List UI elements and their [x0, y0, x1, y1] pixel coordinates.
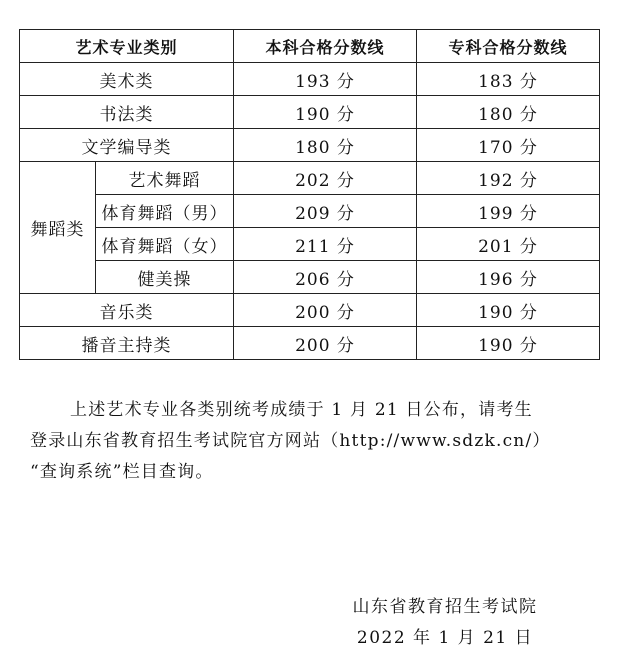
bachelor-score-cell: 202 分: [234, 162, 417, 195]
bachelor-score-cell: 193 分: [234, 63, 417, 96]
notice-line: 登录山东省教育招生考试院官方网站（http://www.sdzk.cn/）: [30, 431, 551, 451]
dance-category-cell: 舞蹈类: [20, 162, 96, 294]
notice-paragraph: [30, 395, 610, 488]
table-row: [20, 63, 600, 96]
bachelor-score-cell: 206 分: [234, 261, 417, 294]
junior-score-cell: 199 分: [417, 195, 600, 228]
table-row: [20, 129, 600, 162]
subcategory-cell: 体育舞蹈（男）: [96, 195, 234, 228]
table-row: [20, 96, 600, 129]
passing-score-table: [19, 29, 600, 360]
category-cell: 文学编导类: [20, 129, 234, 162]
bachelor-score-cell: 180 分: [234, 129, 417, 162]
bachelor-score-cell: 190 分: [234, 96, 417, 129]
header-bachelor-score: 本科合格分数线: [234, 30, 417, 63]
bachelor-score-cell: 209 分: [234, 195, 417, 228]
table-row: [20, 261, 600, 294]
table-row: [20, 228, 600, 261]
header-junior-score: 专科合格分数线: [417, 30, 600, 63]
signature-block: [330, 592, 560, 654]
category-cell: 音乐类: [20, 294, 234, 327]
category-cell: 播音主持类: [20, 327, 234, 360]
notice-line: 上述艺术专业各类别统考成绩于 1 月 21 日公布，请考生: [70, 400, 533, 420]
bachelor-score-cell: 200 分: [234, 294, 417, 327]
junior-score-cell: 201 分: [417, 228, 600, 261]
issuing-organization: 山东省教育招生考试院: [352, 597, 538, 617]
junior-score-cell: 190 分: [417, 327, 600, 360]
header-category: 艺术专业类别: [20, 30, 234, 63]
subcategory-cell: 艺术舞蹈: [96, 162, 234, 195]
junior-score-cell: 180 分: [417, 96, 600, 129]
junior-score-cell: 190 分: [417, 294, 600, 327]
issue-date: 2022 年 1 月 21 日: [356, 628, 534, 648]
bachelor-score-cell: 200 分: [234, 327, 417, 360]
junior-score-cell: 170 分: [417, 129, 600, 162]
table-row: [20, 195, 600, 228]
junior-score-cell: 183 分: [417, 63, 600, 96]
category-cell: 美术类: [20, 63, 234, 96]
table-header-row: [20, 30, 600, 63]
table-row: [20, 294, 600, 327]
bachelor-score-cell: 211 分: [234, 228, 417, 261]
category-cell: 书法类: [20, 96, 234, 129]
table-row: [20, 162, 600, 195]
table-row: [20, 327, 600, 360]
notice-line: “查询系统”栏目查询。: [30, 462, 214, 482]
junior-score-cell: 196 分: [417, 261, 600, 294]
subcategory-cell: 体育舞蹈（女）: [96, 228, 234, 261]
junior-score-cell: 192 分: [417, 162, 600, 195]
subcategory-cell: 健美操: [96, 261, 234, 294]
